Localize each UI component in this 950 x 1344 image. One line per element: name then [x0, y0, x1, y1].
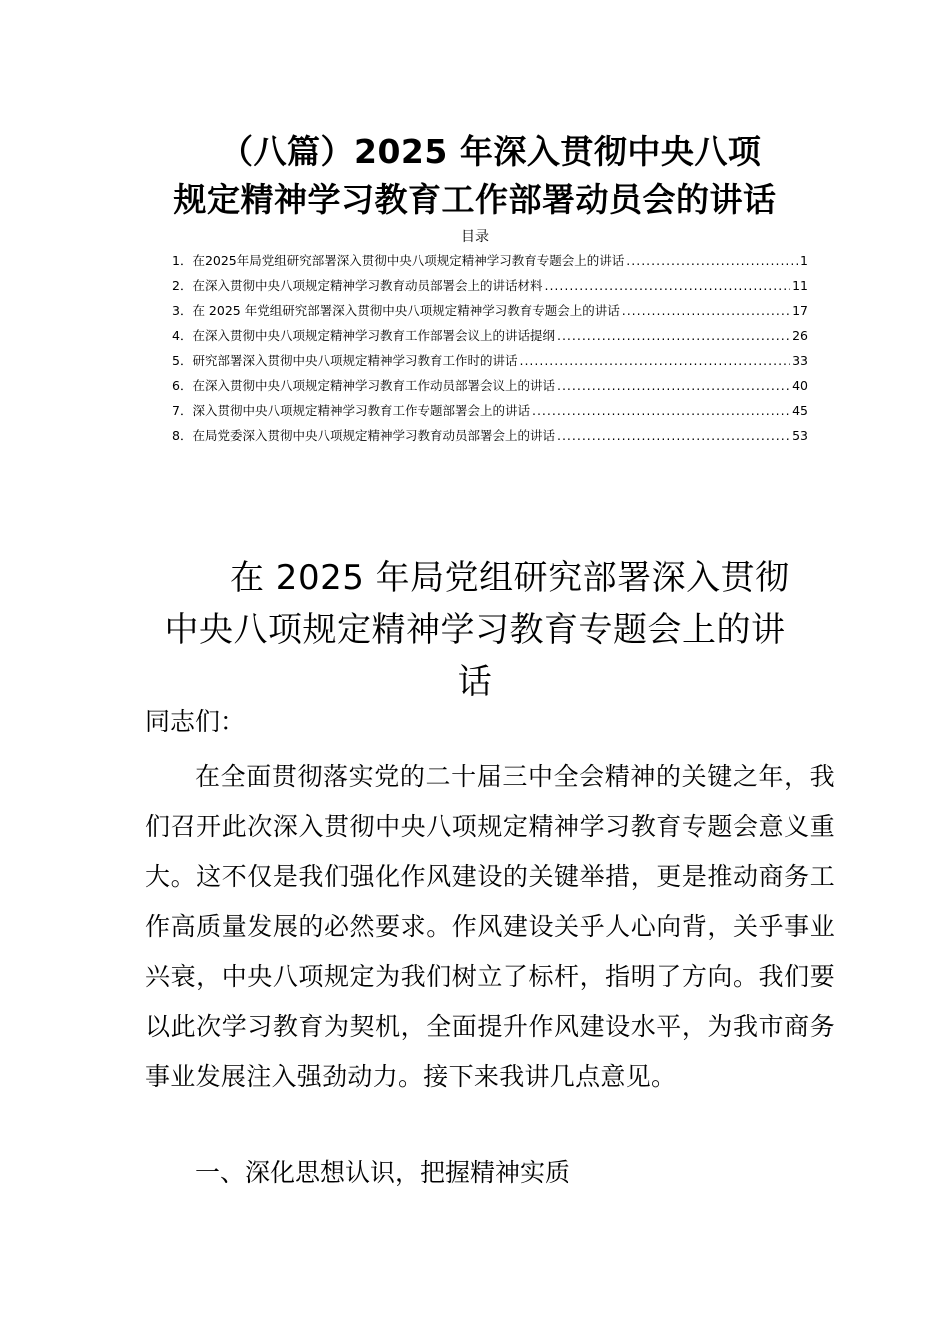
toc-entry-title: 在 2025 年党组研究部署深入贯彻中央八项规定精神学习教育专题会上的讲话 [192, 303, 620, 318]
toc-entry-number: 4． [172, 328, 193, 343]
toc-entry-page: 45 [792, 403, 808, 418]
toc-entry-page: 1 [800, 253, 808, 268]
toc-entry-page: 11 [792, 278, 808, 293]
speech-title-line-1: 在 2025 年局党组研究部署深入贯彻 [230, 558, 790, 598]
toc-entry-page: 40 [792, 378, 808, 393]
toc-dot-leader [557, 377, 790, 395]
document-title-line-2: 规定精神学习教育工作部署动员会的讲话 [173, 180, 777, 219]
section-heading: 一、深化思想认识，把握精神实质 [195, 1158, 571, 1187]
toc-entry[interactable] [172, 327, 808, 352]
toc-entry[interactable] [172, 402, 808, 427]
toc-entry-title: 在局党委深入贯彻中央八项规定精神学习教育动员部署会上的讲话 [192, 428, 555, 443]
toc-entry-page: 53 [792, 428, 808, 443]
toc-entry-title: 在深入贯彻中央八项规定精神学习教育工作部署会议上的讲话提纲 [192, 328, 555, 343]
toc-heading: 目录 [461, 229, 489, 245]
speech-title [150, 552, 800, 708]
toc-entry-title: 深入贯彻中央八项规定精神学习教育工作专题部署会上的讲话 [192, 403, 530, 418]
toc-entry-number: 3． [172, 303, 193, 318]
toc-entry[interactable] [172, 377, 808, 402]
toc-dot-leader [557, 427, 790, 445]
toc-dot-leader [626, 252, 798, 270]
toc-entry-number: 5． [172, 353, 193, 368]
body-paragraph: 在全面贯彻落实党的二十届三中全会精神的关键之年，我们召开此次深入贯彻中央八项规定精神学习教育专题会意义重大。这不仅是我们强化作风建设的关键举措，更是推动商务工作高质量发展的必然要求。作风建设关乎人心向背，关乎事业兴衰，中央八项规定为我们树立了标杆，指明了方向。我们要以此次学习教育为契机，全面提升作风建设水平，为我市商务事业发展注入强劲动力。接下来我讲几点意见。 [145, 762, 835, 1091]
salutation: 同志们： [145, 707, 246, 736]
speech-title-line-2: 中央八项规定精神学习教育专题会上的讲 [164, 610, 786, 650]
toc-entry-number: 6． [172, 378, 193, 393]
toc-entry-page: 26 [792, 328, 808, 343]
toc-entry[interactable] [172, 352, 808, 377]
toc-entry-number: 8． [172, 428, 193, 443]
toc-dot-leader [622, 302, 790, 320]
toc-dot-leader [557, 327, 790, 345]
toc-dot-leader [519, 352, 790, 370]
toc-entry[interactable] [172, 427, 808, 452]
toc-entry-title: 在深入贯彻中央八项规定精神学习教育动员部署会上的讲话材料 [192, 278, 543, 293]
toc-entry[interactable] [172, 252, 808, 277]
speech-title-line-3: 话 [457, 662, 493, 702]
toc-entry-number: 7． [172, 403, 193, 418]
toc-entry-title: 在2025年局党组研究部署深入贯彻中央八项规定精神学习教育专题会上的讲话 [192, 253, 625, 268]
toc-entry-page: 33 [792, 353, 808, 368]
toc-dot-leader [544, 277, 790, 295]
document-title [140, 128, 810, 224]
toc-entry[interactable] [172, 277, 808, 302]
toc-dot-leader [532, 402, 790, 420]
toc-entry-title: 研究部署深入贯彻中央八项规定精神学习教育工作时的讲话 [192, 353, 518, 368]
toc-entry-page: 17 [792, 303, 808, 318]
toc-entry-title: 在深入贯彻中央八项规定精神学习教育工作动员部署会议上的讲话 [192, 378, 555, 393]
toc-entry[interactable] [172, 302, 808, 327]
table-of-contents [172, 252, 808, 452]
toc-entry-number: 1． [172, 253, 193, 268]
document-title-line-1: （八篇）2025 年深入贯彻中央八项 [220, 132, 762, 171]
toc-entry-number: 2． [172, 278, 193, 293]
